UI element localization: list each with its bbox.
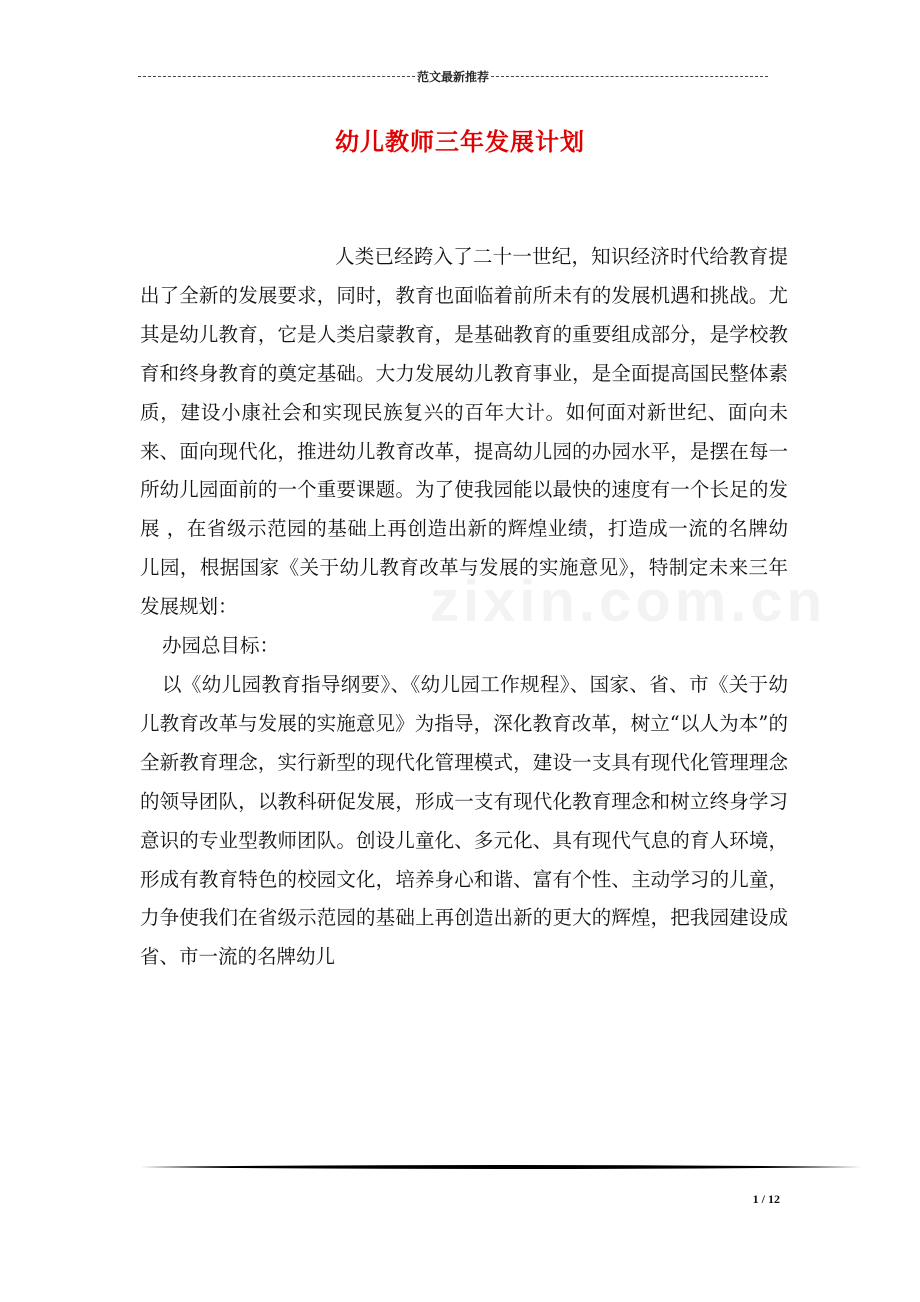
document-body	[140, 238, 788, 977]
page-number: 1 / 12	[752, 1192, 780, 1206]
paragraph-goal: 以《幼儿园教育指导纲要》、《幼儿园工作规程》、国家、省、市《关于幼儿教育改革与发展的实施意见》为指导，深化教育改革，树立“以人为本”的全新教育理念，实行新型的现代化管理模式，建设一支具有现代化管理理念的领导团队，以教科研促发展，形成一支有现代化教育理念和树立终身学习意识的专业型教师团队。创设儿童化、多元化、具有现代气息的育人环境，形成有教育特色的校园文化，培养身心和谐、富有个性、主动学习的儿童，力争使我们在省级示范园的基础上再创造出新的更大的辉煌，把我园建设成省、市一流的名牌幼儿	[140, 672, 788, 969]
header-dash-left	[138, 76, 415, 77]
document-title: 幼儿教师三年发展计划	[335, 127, 585, 156]
page-header	[138, 66, 768, 86]
header-label: 范文最新推荐	[417, 69, 490, 84]
header-dash-right	[491, 76, 768, 77]
paragraph-intro: 人类已经跨入了二十一世纪，知识经济时代给教育提出了全新的发展要求，同时，教育也面临着前所未有的发展机遇和挑战。尤其是幼儿教育，它是人类启蒙教育，是基础教育的重要组成部分，是学校教育和终身教育的奠定基础。大力发展幼儿教育事业，是全面提高国民整体素质，建设小康社会和实现民族复兴的百年大计。如何面对新世纪、面向未来、面向现代化，推进幼儿教育改革，提高幼儿园的办园水平，是摆在每一所幼儿园面前的一个重要课题。为了使我园能以最快的速度有一个长足的发展 ，在省级示范园的基础上再创造出新的辉煌业绩，打造成一流的名牌幼儿园，根据国家《关于幼儿教育改革与发展的实施意见》，特制定未来三年发展规划：	[140, 245, 788, 619]
watermark: zixin.com.cn	[430, 569, 827, 634]
footer-rule	[140, 1163, 862, 1171]
section-heading-goal: 办园总目标：	[162, 634, 280, 658]
